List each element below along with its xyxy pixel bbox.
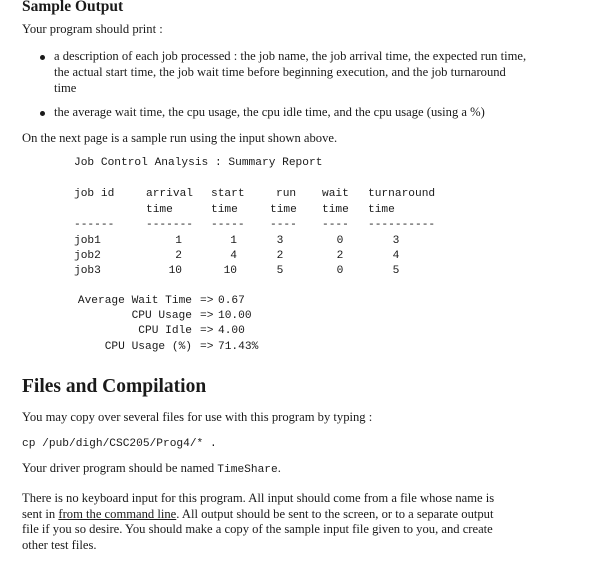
dash-rule-turnaround: ----------: [368, 219, 436, 231]
cell-job: job2: [74, 250, 101, 262]
summary-arrow: =>: [200, 310, 214, 322]
cell-start: 10: [223, 265, 237, 277]
bullet-item-2: [54, 104, 485, 120]
report-title: Job Control Analysis : Summary Report: [74, 157, 323, 169]
input-paragraph: [22, 491, 494, 553]
input-paragraph-line-4: other test files.: [22, 537, 97, 552]
next-page-note: On the next page is a sample run using the input shown above.: [22, 131, 338, 145]
dash-rule-arrival: -------: [146, 219, 193, 231]
summary-label: CPU Usage (%): [104, 341, 192, 353]
col-header-arrival: arrival: [146, 188, 193, 200]
dash-rule-run: ----: [270, 219, 297, 231]
col-header-run: run: [276, 188, 297, 200]
cell-turnaround: 3: [392, 235, 400, 247]
input-paragraph-line-2-pre: sent in: [22, 506, 59, 521]
cell-job: job1: [74, 235, 101, 247]
cell-start: 1: [230, 235, 237, 247]
bullet-1-line-1: a description of each job processed : the job name, the job arrival time, the expected run time,: [54, 49, 527, 63]
input-paragraph-line-2: [22, 507, 494, 523]
driver-program-name: TimeShare: [217, 464, 278, 476]
cell-arrival: 2: [175, 250, 182, 262]
dash-rule-wait: ----: [322, 219, 349, 231]
driver-note: [22, 461, 281, 476]
bullet-1-line-2: the actual start time, the job wait time before beginning execution, and the job turnaround: [54, 65, 506, 79]
input-paragraph-line-2-post: . All output should be sent to the screen, or to a separate output: [176, 506, 494, 521]
col-header-start: start: [211, 188, 245, 200]
input-paragraph-line-1: There is no keyboard input for this program. All input should come from a file whose name is: [22, 491, 495, 505]
col-header-turnaround: turnaround: [368, 188, 436, 200]
cell-turnaround: 5: [392, 265, 400, 277]
cell-run: 2: [276, 250, 284, 262]
summary-value: 10.00: [218, 310, 252, 322]
summary-arrow: =>: [200, 341, 214, 353]
section-heading-files-and-compilation: Files and Compilation: [22, 376, 207, 397]
cell-wait: 0: [336, 265, 344, 277]
cell-job: job3: [74, 265, 101, 277]
intro-text: Your program should print :: [22, 22, 163, 36]
summary-arrow: =>: [200, 325, 214, 337]
col-subheader-arrival: time: [146, 204, 173, 216]
input-paragraph-line-3: file if you so desire. You should make a copy of the sample input file given to you, and create: [22, 522, 493, 536]
cell-turnaround: 4: [392, 250, 400, 262]
summary-value: 4.00: [218, 325, 245, 337]
command-line-link: from the command line: [58, 506, 177, 521]
summary-arrow: =>: [200, 295, 214, 307]
dash-rule-job-id: ------: [74, 219, 115, 231]
summary-label: Average Wait Time: [77, 295, 192, 307]
bullet-item-1: [54, 48, 526, 96]
bullet-2-line-1: the average wait time, the cpu usage, the cpu idle time, and the cpu usage (using a %): [54, 105, 485, 119]
cell-start: 4: [230, 250, 237, 262]
summary-label: CPU Idle: [138, 325, 192, 337]
col-subheader-turnaround: time: [368, 204, 395, 216]
cell-wait: 0: [336, 235, 344, 247]
col-subheader-start: time: [211, 204, 238, 216]
cell-arrival: 1: [175, 235, 182, 247]
cell-arrival: 10: [168, 265, 182, 277]
bullet-1-line-3: time: [54, 81, 77, 95]
copy-command: cp /pub/digh/CSC205/Prog4/* .: [22, 438, 217, 450]
cell-run: 3: [276, 235, 284, 247]
cell-run: 5: [276, 265, 284, 277]
summary-value: 71.43%: [218, 341, 259, 353]
driver-note-suffix: .: [277, 461, 281, 475]
copy-note: You may copy over several files for use with this program by typing :: [22, 410, 373, 424]
col-subheader-run: time: [270, 204, 297, 216]
col-header-wait: wait: [322, 188, 349, 200]
summary-value: 0.67: [218, 295, 245, 307]
col-subheader-wait: time: [322, 204, 349, 216]
section-heading-sample-output: Sample Output: [22, 0, 124, 15]
col-header-job-id: job id: [74, 188, 115, 200]
dash-rule-start: -----: [211, 219, 245, 231]
driver-note-prefix: Your driver program should be named: [22, 461, 218, 475]
summary-label: CPU Usage: [131, 310, 192, 322]
cell-wait: 2: [336, 250, 344, 262]
bullet-dot-icon: [40, 55, 45, 60]
bullet-dot-icon: [40, 111, 45, 116]
